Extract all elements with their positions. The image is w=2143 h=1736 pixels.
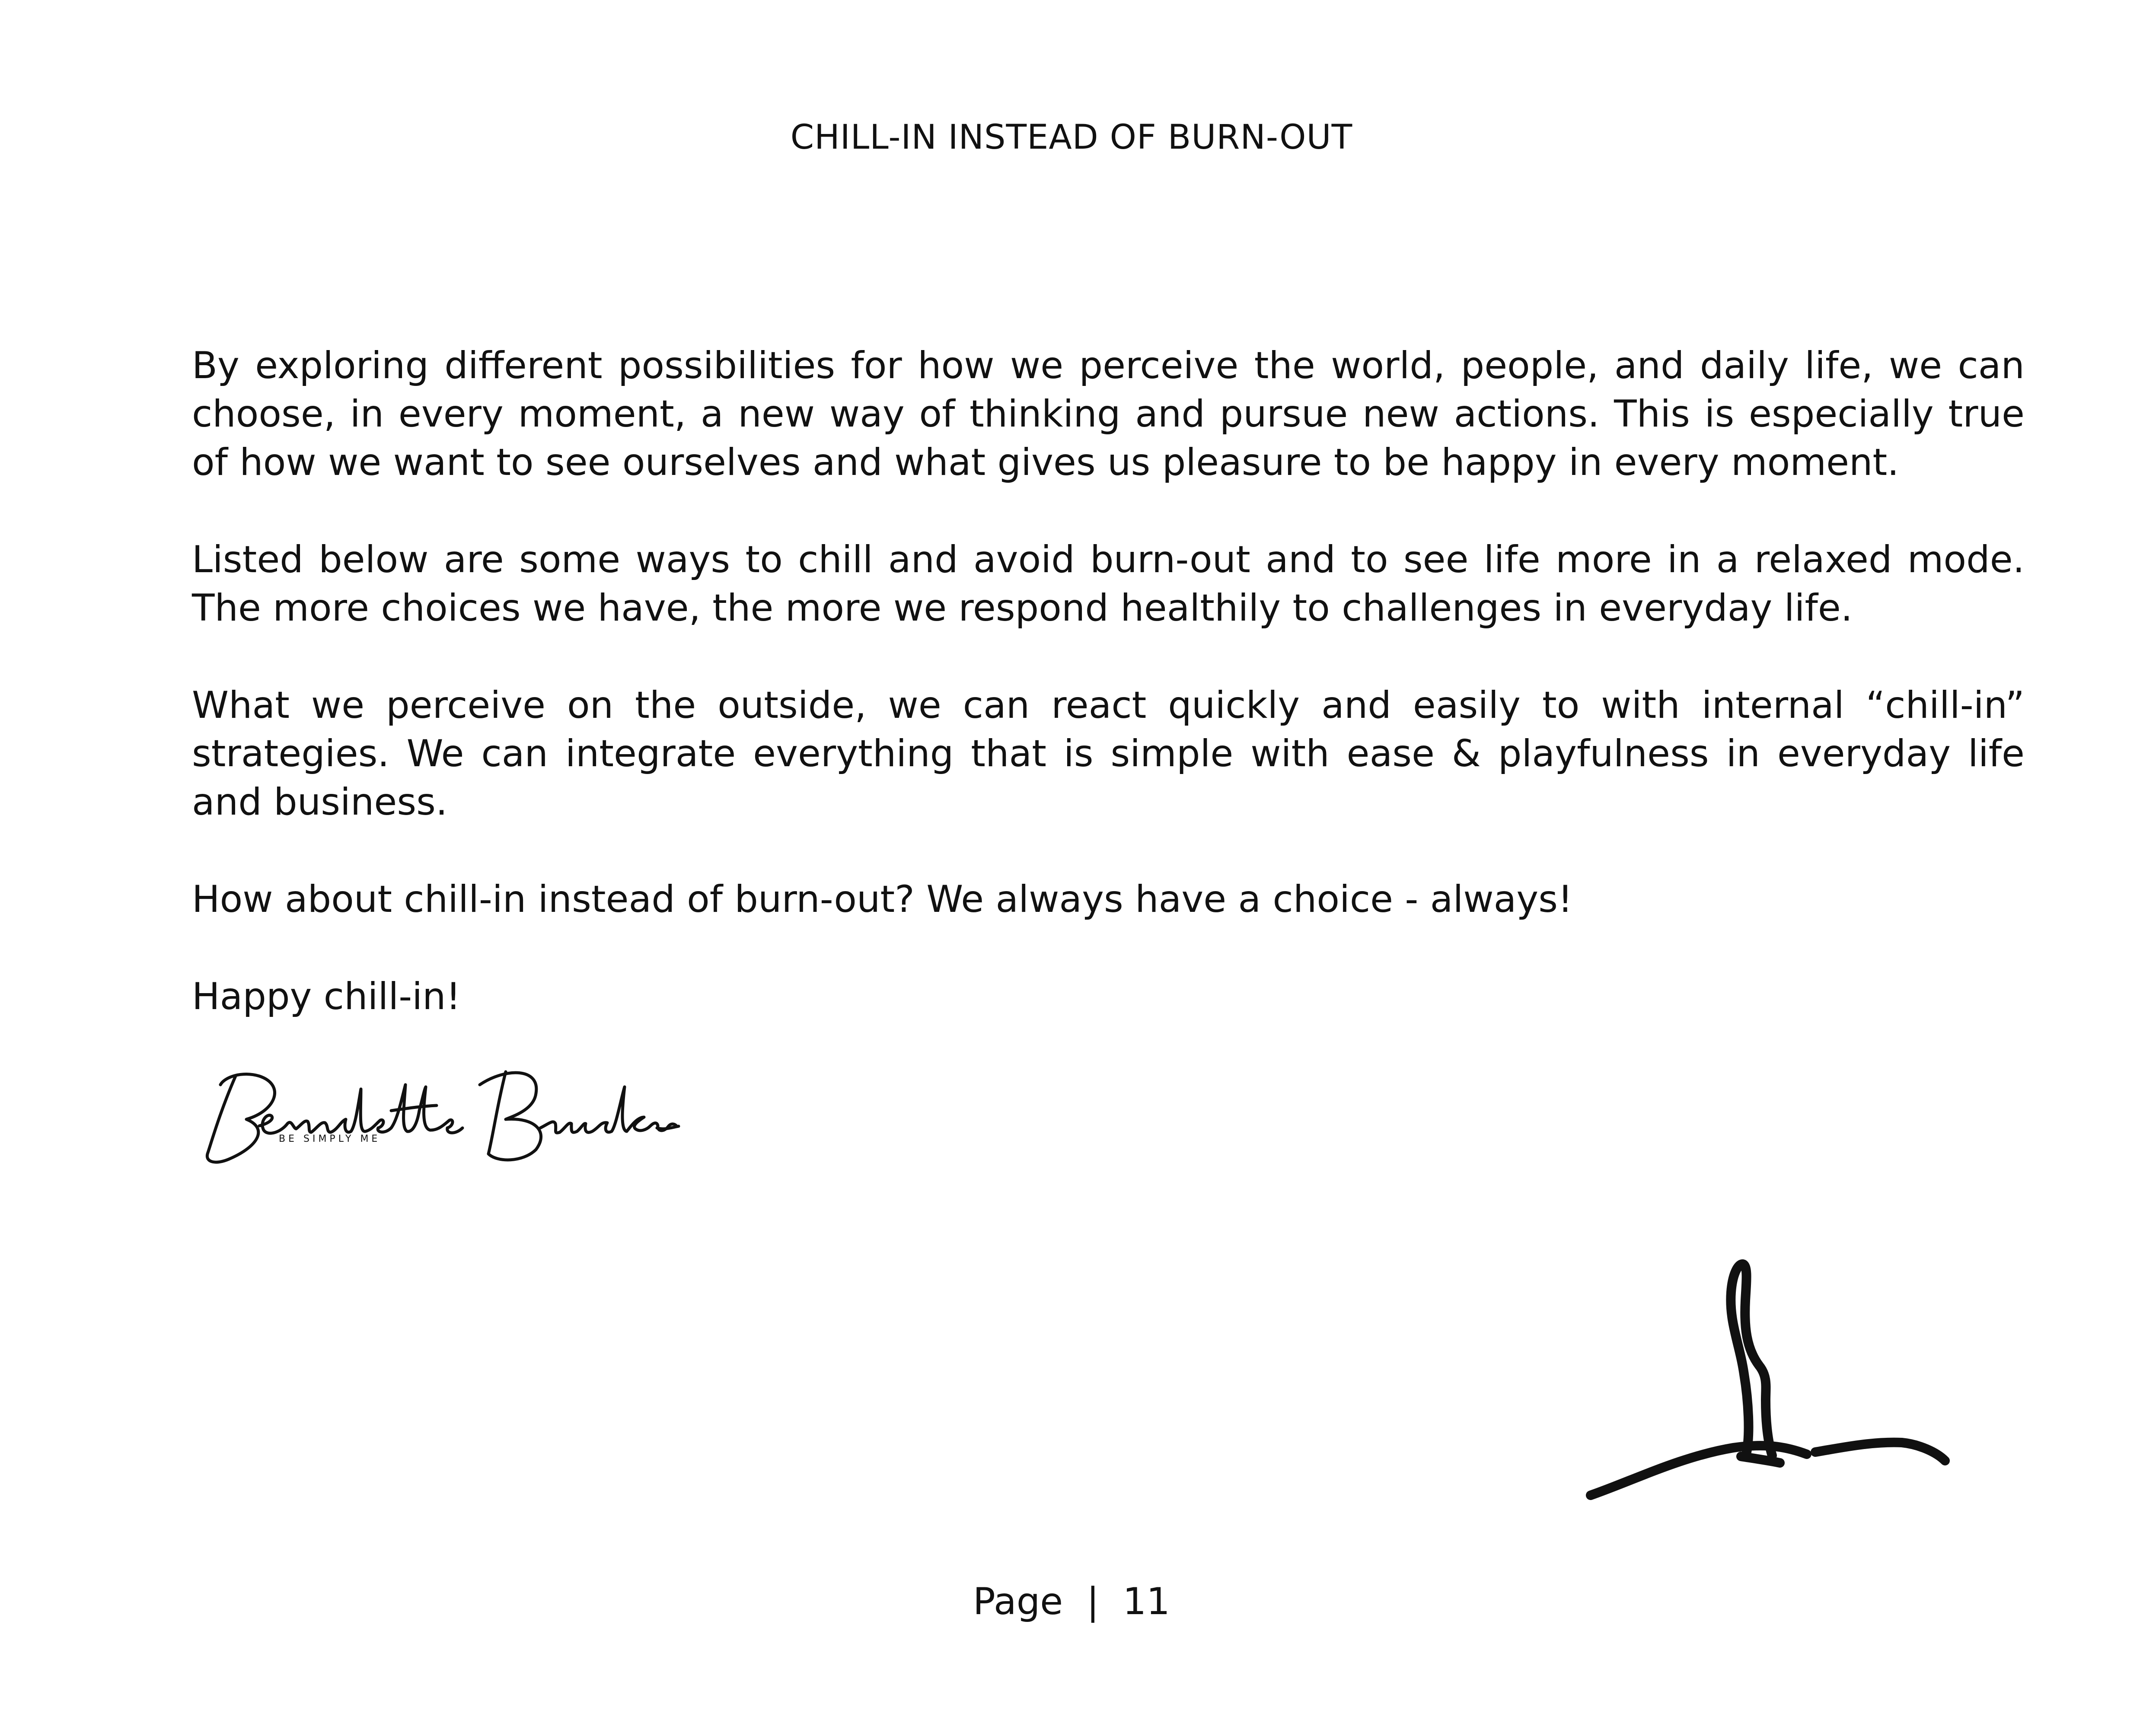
paragraph-5: Happy chill-in! xyxy=(192,975,461,1018)
page-footer xyxy=(0,1577,2143,1626)
page-number: 11 xyxy=(1123,1580,1170,1623)
paragraph-2: Listed below are some ways to chill and avoid burn-out and to see life more in a relaxed mode. The more choices we have, the more we respond healthily to challenges in everyday life. xyxy=(192,538,2025,630)
page-header-title: CHILL-IN INSTEAD OF BURN-OUT xyxy=(790,118,1353,157)
document-body xyxy=(192,341,2025,1070)
paragraph-4: How about chill-in instead of burn-out? We always have a choice - always! xyxy=(192,878,1573,921)
signature xyxy=(195,1046,683,1175)
paragraph-1: By exploring different possibilities for how we perceive the world, people, and daily life, we can choose, in every moment, a new way of thinking and pursue new actions. This is especially true of how we want to see ourselves and what gives us pleasure to be happy in every moment. xyxy=(192,344,2025,484)
page-label: Page xyxy=(973,1580,1063,1623)
paragraph-3: What we perceive on the outside, we can react quickly and easily to with internal “chill-in” strategies. We can integrate everything that is simple with ease & playfulness in everyday life and business. xyxy=(192,684,2025,824)
signature-tagline: BE SIMPLY ME xyxy=(279,1134,381,1144)
page-separator: | xyxy=(1086,1580,1099,1623)
yoga-figure-icon xyxy=(1573,1245,1971,1513)
